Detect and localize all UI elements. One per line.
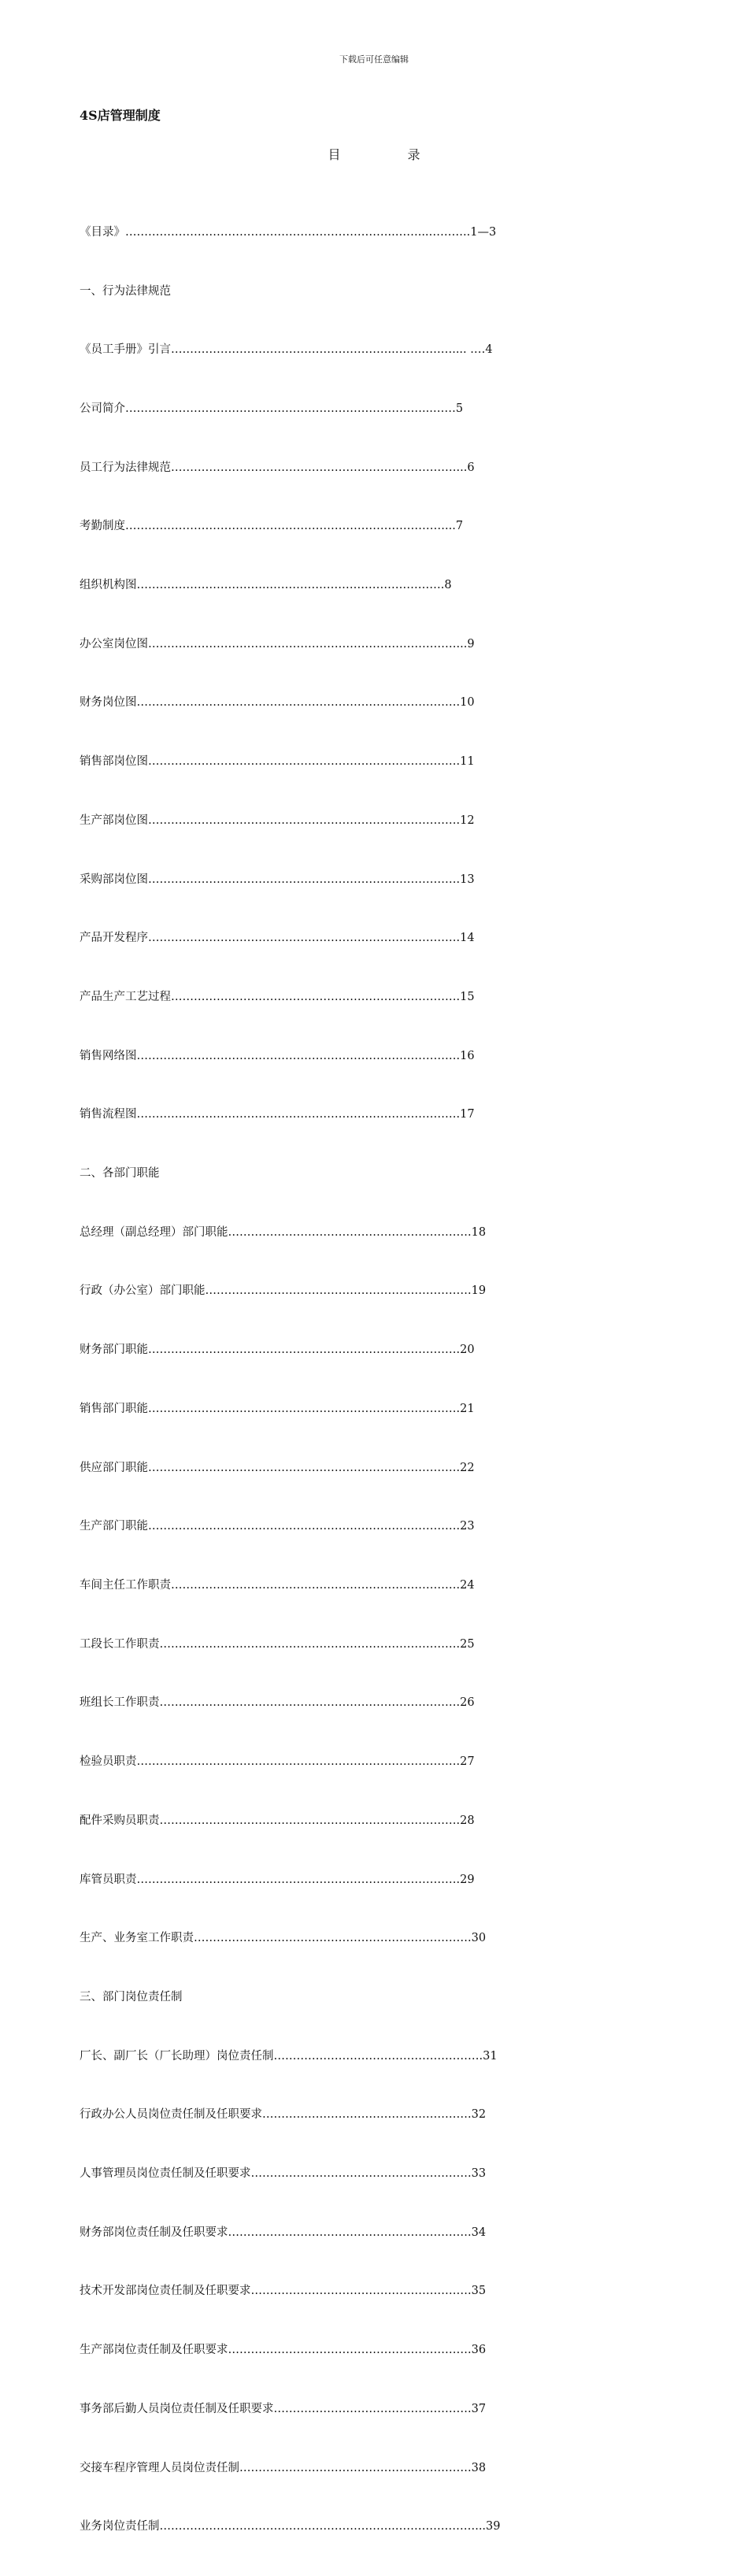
toc-entry: 《员工手册》引言…………………………………………………..…………….... .…4 xyxy=(80,343,493,357)
toc-entry: 生产部岗位责任制及任职要求……………………………………………………….36 xyxy=(80,2344,487,2357)
toc-entry: 班组长工作职责…………………………………………………………………….26 xyxy=(80,1696,475,1710)
toc-entry: 《目录》……………………………………………………………..……...………..1—3 xyxy=(80,225,497,239)
toc-section-heading: 三、部门岗位责任制 xyxy=(80,1990,183,2003)
toc-heading: 目 录 xyxy=(328,147,452,162)
toc-entry: 车间主任工作职责………………………………………………………………….24 xyxy=(80,1578,475,1592)
toc-entry: 组织机构图……………………………..……………………………………….8 xyxy=(80,579,452,592)
toc-entry: 厂长、副厂长（厂长助理）岗位责任制……………………………………………….31 xyxy=(80,2049,498,2063)
toc-entry: 生产、业务室工作职责……………………………………………………………….30 xyxy=(80,1932,487,1945)
toc-entry: 生产部门职能……………………………………………………………………….23 xyxy=(80,1520,475,1533)
table-of-contents xyxy=(80,183,501,2576)
toc-entry: 产品生产工艺过程………………………………………………………………….15 xyxy=(80,990,475,1003)
toc-entry: 工段长工作职责…………………………………………………………………….25 xyxy=(80,1637,475,1651)
toc-entry: 财务部岗位责任制及任职要求……………………………………………………….34 xyxy=(80,2226,487,2239)
toc-entry: 财务岗位图………………………………………………………………………….10 xyxy=(80,696,475,710)
toc-entry: 检验员职责………………………………………………………………………….27 xyxy=(80,1755,475,1769)
toc-entry: 业务岗位责任制……………………………………………………..…………………...39 xyxy=(80,2520,501,2533)
toc-entry: 销售部门职能……………………………………………………………………….21 xyxy=(80,1402,475,1415)
toc-entry: 公司简介……………………………………………………………………...……5 xyxy=(80,402,464,415)
toc-entry: 事务部后勤人员岗位责任制及任职要求…………………………………………….37 xyxy=(80,2402,487,2415)
toc-entry: 采购部岗位图……………………………………………………………………….13 xyxy=(80,873,475,886)
toc-section-heading: 二、各部门职能 xyxy=(80,1167,160,1181)
toc-entry: 行政办公人员岗位责任制及任职要求……………………………………………….32 xyxy=(80,2108,487,2122)
toc-entry: 行政（办公室）部门职能…………………………………………………………….19 xyxy=(80,1284,487,1298)
toc-entry: 交接车程序管理人员岗位责任制…………………………………………………….38 xyxy=(80,2461,487,2474)
toc-entry: 总经理（副总经理）部门职能……………………………………………………….18 xyxy=(80,1225,487,1239)
toc-entry: 配件采购员职责…………………………………………………………………….28 xyxy=(80,1814,475,1827)
toc-entry: 供应部门职能……………………………………………………………………….22 xyxy=(80,1461,475,1474)
toc-entry: 销售部岗位图……………………………………………………………………….11 xyxy=(80,755,475,769)
toc-entry: 生产部岗位图……………………………………………………………………….12 xyxy=(80,814,475,827)
toc-entry: 产品开发程序……………………………………………………………………….14 xyxy=(80,932,475,945)
toc-section-heading: 一、行为法律规范 xyxy=(80,284,171,298)
page-header-watermark: 下载后可任意编辑 xyxy=(339,54,409,65)
toc-entry: 员工行为法律规范…………………………………………………………………...6 xyxy=(80,461,475,474)
toc-entry: 人事管理员岗位责任制及任职要求………………………………………………….33 xyxy=(80,2167,487,2181)
toc-entry: 办公室岗位图………………………………………………………………………...9 xyxy=(80,637,475,650)
document-title: 4S店管理制度 xyxy=(80,108,161,123)
toc-entry: 库管员职责………………………………………………………………………….29 xyxy=(80,1873,475,1886)
toc-entry: 财务部门职能……………………………………………………………………….20 xyxy=(80,1344,475,1357)
toc-entry: 考勤制度…………………………………………………………………………...7 xyxy=(80,520,464,533)
toc-entry: 销售网络图………………………………………………………………………….16 xyxy=(80,1049,475,1062)
toc-entry: 技术开发部岗位责任制及任职要求………………………………………………….35 xyxy=(80,2285,487,2298)
toc-entry: 销售流程图………………………………………………………………………….17 xyxy=(80,1108,475,1121)
